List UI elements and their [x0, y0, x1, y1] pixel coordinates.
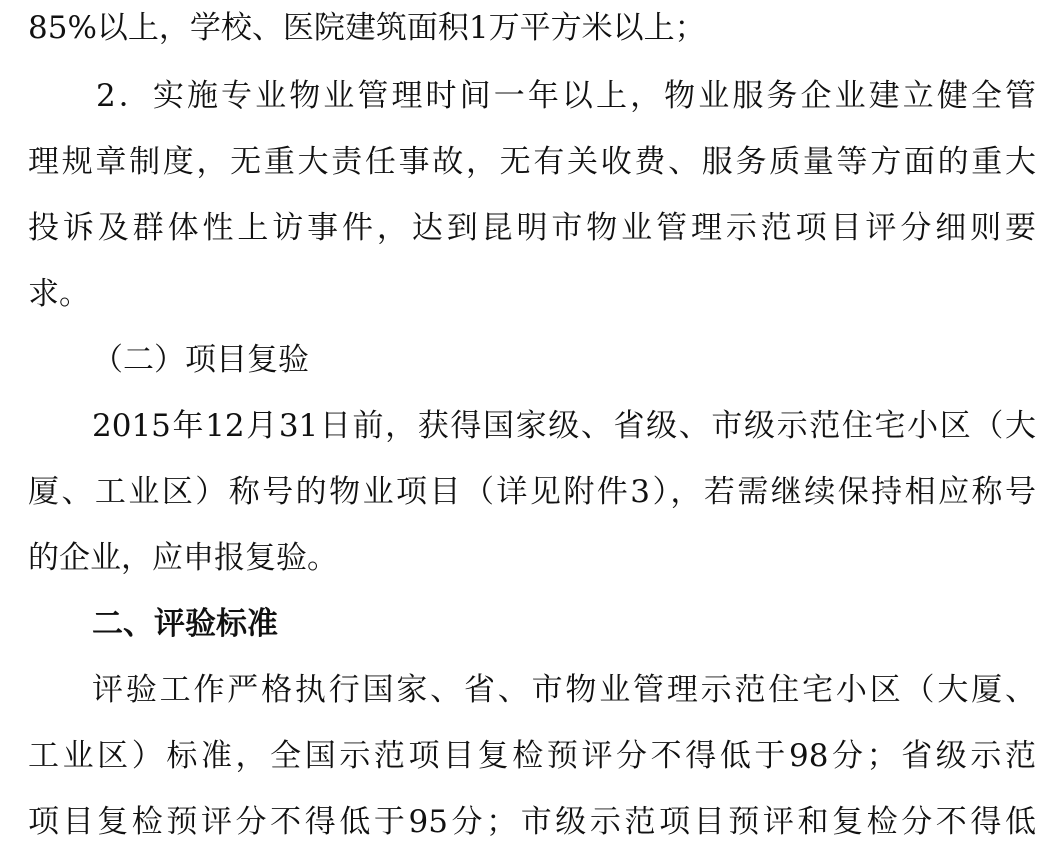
paragraph-line: 2015年12月31日前，获得国家级、省级、市级示范住宅小区（大 [92, 408, 1036, 444]
section-subheading: （二）项目复验 [92, 342, 309, 378]
paragraph-line: 理规章制度，无重大责任事故，无有关收费、服务质量等方面的重大 [28, 144, 1036, 180]
section-heading: 二、评验标准 [92, 606, 278, 642]
paragraph-line: 工业区）标准，全国示范项目复检预评分不得低于98分；省级示范 [28, 738, 1036, 774]
paragraph-line: 85%以上，学校、医院建筑面积1万平方米以上； [28, 10, 706, 46]
paragraph-line: 评验工作严格执行国家、省、市物业管理示范住宅小区（大厦、 [92, 672, 1036, 708]
paragraph-line: 的企业，应申报复验。 [28, 540, 338, 576]
paragraph-line: 厦、工业区）称号的物业项目（详见附件3），若需继续保持相应称号 [28, 474, 1036, 510]
paragraph-line: 2．实施专业物业管理时间一年以上，物业服务企业建立健全管 [96, 78, 1036, 114]
paragraph-line: 投诉及群体性上访事件，达到昆明市物业管理示范项目评分细则要 [28, 210, 1036, 246]
paragraph-line: 项目复检预评分不得低于95分；市级示范项目预评和复检分不得低 [28, 804, 1036, 840]
paragraph-line: 求。 [28, 276, 90, 312]
